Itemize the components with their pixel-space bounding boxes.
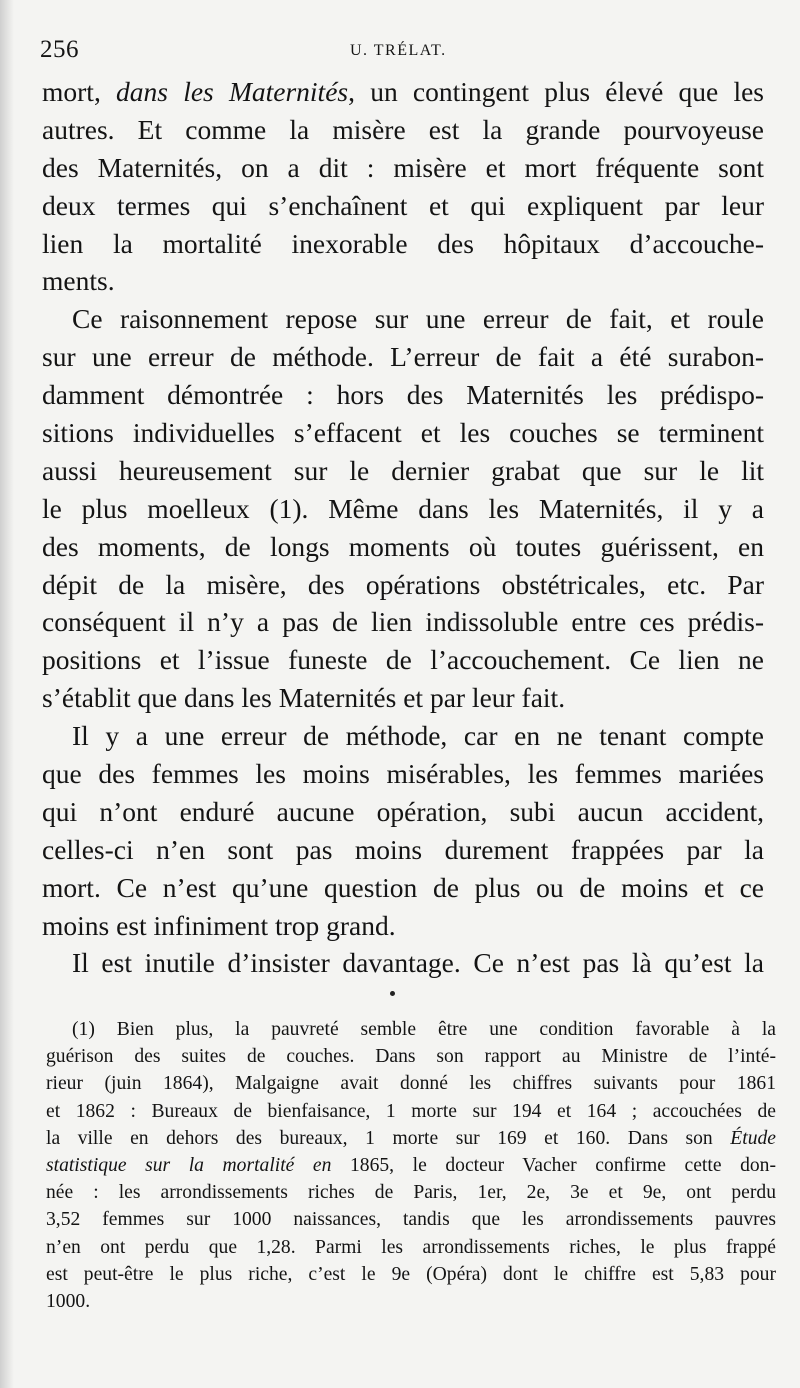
footnote-line: 3,52 femmes sur 1000 naissances, tandis que les arrondissements pauvres [46,1209,776,1231]
footnote-line: rieur (juin 1864), Malgaigne avait donné les chiffres suivants pour 1861 [46,1073,776,1095]
body-line: Il est inutile d’insister davantage. Ce n’est pas là qu’est la [72,947,764,979]
body-line: que des femmes les moins misérables, les femmes mariées [42,758,764,790]
body-line: des Maternités, on a dit : misère et mort fréquente sont [42,151,764,183]
page-header [40,36,770,68]
body-line: le plus moelleux (1). Même dans les Maternités, il y a [42,492,764,524]
body-line: deux termes qui s’enchaînent et qui expliquent par leur [42,189,764,221]
footnote-line: née : les arrondissements riches de Paris, 1er, 2e, 3e et 9e, ont perdu [46,1182,776,1204]
body-line: positions et l’issue funeste de l’accouchement. Ce lien ne [42,644,764,676]
footnote-line: 1000. [46,1290,91,1312]
body-line: sur une erreur de méthode. L’erreur de fait a été surabon- [42,341,764,373]
body-line: sitions individuelles s’effacent et les couches se terminent [42,417,764,449]
footnote-line: est peut-être le plus riche, c’est le 9e (Opéra) dont le chiffre est 5,83 pour [46,1263,776,1285]
body-line: mort, dans les Maternités, un contingent plus élevé que les [42,76,764,107]
footnote-line: (1) Bien plus, la pauvreté semble être une condition favorable à la [72,1019,776,1040]
body-line: conséquent il n’y a pas de lien indissoluble entre ces prédis- [42,606,764,638]
body-line: moins est infiniment trop grand. [42,909,396,941]
body-line: dépit de la misère, des opérations obstétricales, etc. Par [42,568,764,600]
body-line: qui n’ont enduré aucune opération, subi aucun accident, [42,795,764,827]
body-line: celles-ci n’en sont pas moins durement frappées par la [42,833,764,865]
footnote-line: et 1862 : Bureaux de bienfaisance, 1 morte sur 194 et 164 ; accouchées de [46,1100,776,1122]
page-gutter-shadow [0,0,14,1388]
body-line: mort. Ce n’est qu’une question de plus ou de moins et ce [42,871,764,903]
body-line: damment démontrée : hors des Maternités les prédispo- [42,379,764,411]
footnote-line: statistique sur la mortalité en 1865, le docteur Vacher confirme cette don- [46,1154,776,1176]
page-number: 256 [40,36,79,63]
footnote [46,1016,776,1315]
footnote-line: n’en ont perdu que 1,28. Parmi les arrondissements riches, le plus frappé [46,1236,776,1258]
body-line: Il y a une erreur de méthode, car en ne tenant compte [72,720,764,752]
body-line: ments. [42,265,115,297]
body-line: s’établit que dans les Maternités et par leur fait. [42,682,566,714]
body-text [42,73,764,982]
body-line: Ce raisonnement repose sur une erreur de fait, et roule [72,303,764,335]
footnote-separator [390,991,395,996]
body-line: lien la mortalité inexorable des hôpitaux d’accouche- [42,227,764,259]
footnote-line: guérison des suites de couches. Dans son rapport au Ministre de l’inté- [46,1046,776,1068]
running-head: U. TRÉLAT. [350,42,447,59]
footnote-line: la ville en dehors des bureaux, 1 morte sur 169 et 160. Dans son Étude [46,1127,776,1149]
body-line: aussi heureusement sur le dernier grabat que sur le lit [42,454,764,486]
body-line: des moments, de longs moments où toutes guérissent, en [42,530,764,562]
body-line: autres. Et comme la misère est la grande pourvoyeuse [42,113,764,145]
